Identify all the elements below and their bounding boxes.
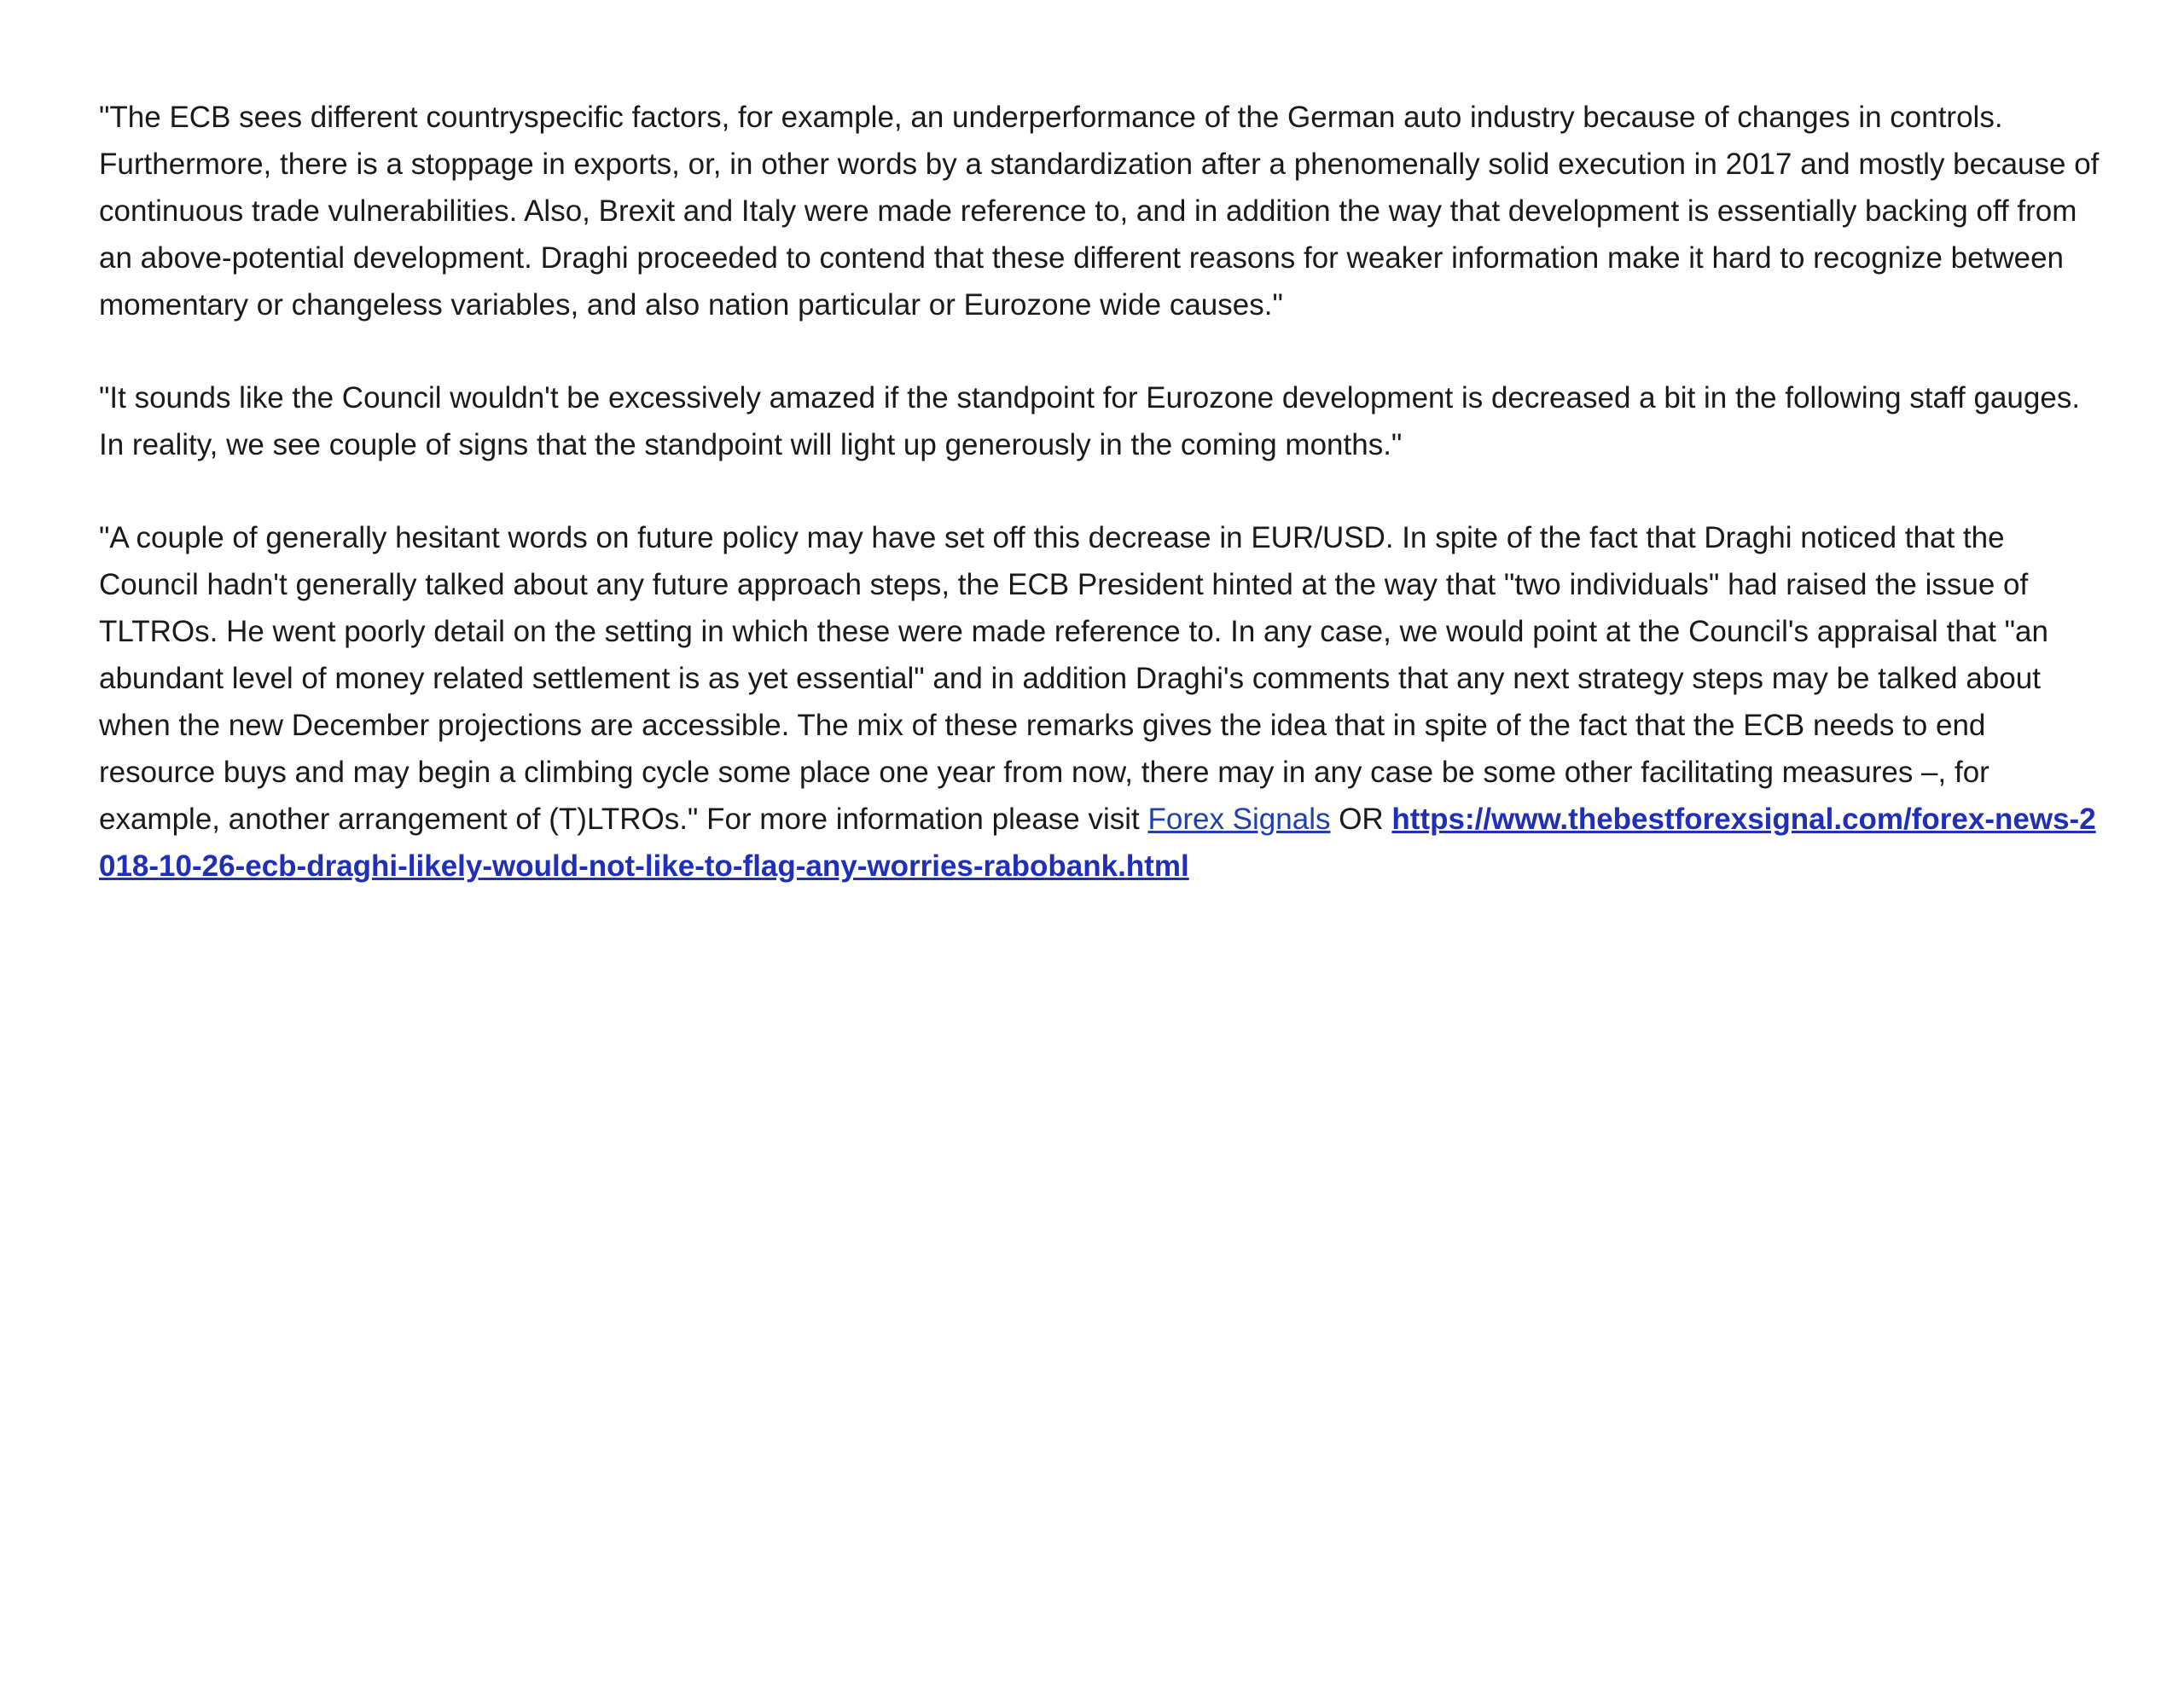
link-separator-text: OR	[1330, 803, 1392, 836]
document-body	[99, 94, 2104, 936]
paragraph-2-text: "It sounds like the Council wouldn't be excessively amazed if the standpoint for Eurozone development is decreased a bit in the following staff gauges. In reality, we see couple of signs that the standpoint will light up generously in the coming months."	[99, 381, 2081, 461]
forex-signals-link[interactable]: Forex Signals	[1147, 803, 1331, 836]
paragraph-3	[99, 514, 2104, 890]
paragraph-2	[99, 374, 2104, 468]
paragraph-1	[99, 94, 2104, 328]
article-url-link[interactable]: https://www.thebestforexsignal.com/forex-news-2018-10-26-ecb-draghi-likely-would-not-like-to-flag-any-worries-rabobank.html	[99, 803, 2096, 883]
paragraph-3-text: "A couple of generally hesitant words on future policy may have set off this decrease in EUR/USD. In spite of the fact that Draghi noticed that the Council hadn't generally talked about any future approach steps, the ECB President hinted at the way that "two individuals" had raised the issue of TLTROs. He went poorly detail on the setting in which these were made reference to. In any case, we would point at the Council's appraisal that "an abundant level of money related settlement is as yet essential" and in addition Draghi's comments that any next strategy steps may be talked about when the new December projections are accessible. The mix of these remarks gives the idea that in spite of the fact that the ECB needs to end resource buys and may begin a climbing cycle some place one year from now, there may in any case be some other facilitating measures –, for example, another arrangement of (T)LTROs." For more information please visit	[99, 521, 2048, 836]
paragraph-1-text: "The ECB sees different countryspecific factors, for example, an underperformance of the German auto industry because of changes in controls. Furthermore, there is a stoppage in exports, or, in other words by a standardization after a phenomenally solid execution in 2017 and mostly because of continuous trade vulnerabilities. Also, Brexit and Italy were made reference to, and in addition the way that development is essentially backing off from an above-potential development. Draghi proceeded to contend that these different reasons for weaker information make it hard to recognize between momentary or changeless variables, and also nation particular or Eurozone wide causes."	[99, 101, 2100, 322]
